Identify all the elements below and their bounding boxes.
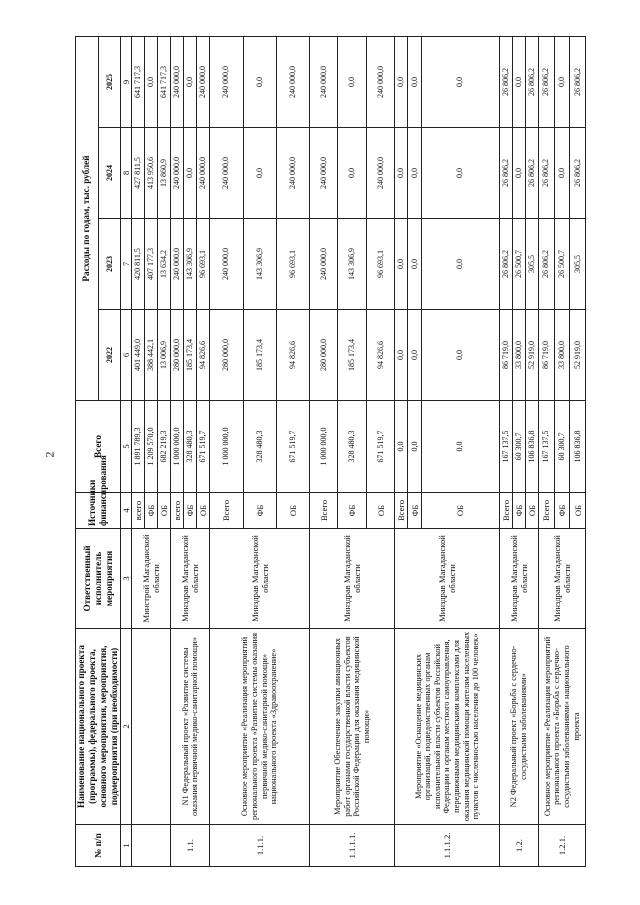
cell-total: 167 137,5 xyxy=(499,401,512,493)
cell-year-value: 0,0 xyxy=(408,37,421,128)
cell-total: 1 209 570,0 xyxy=(145,401,158,493)
cell-year-value: 240 000,0 xyxy=(210,128,243,219)
cell-source: ОБ xyxy=(421,493,499,529)
cell-number: 1.1. xyxy=(171,825,210,867)
cell-number: 1.1.1.1. xyxy=(309,825,394,867)
col-index: 5 xyxy=(121,401,132,493)
cell-source: Всего xyxy=(499,493,512,529)
cell-number: 1.2. xyxy=(499,825,538,867)
cell-year-value: 0,0 xyxy=(512,37,525,128)
cell-number xyxy=(132,825,171,867)
cell-source: ФБ xyxy=(243,493,276,529)
cell-year-value: 86 719,0 xyxy=(499,310,512,401)
cell-year-value: 240 000,0 xyxy=(366,37,394,128)
cell-year-value: 143 306,9 xyxy=(243,219,276,310)
cell-year-value: 641 717,3 xyxy=(158,37,171,128)
cell-year-value: 0,0 xyxy=(395,128,408,219)
header-no: № п/п xyxy=(76,825,121,867)
cell-total: 682 219,3 xyxy=(158,401,171,493)
table-row xyxy=(171,37,184,867)
cell-year-value: 240 000,0 xyxy=(210,37,243,128)
cell-year-value: 413 950,6 xyxy=(145,128,158,219)
cell-year-value: 13 634,2 xyxy=(158,219,171,310)
cell-number: 1.2.1. xyxy=(539,825,586,867)
cell-year-value: 26 500,7 xyxy=(554,219,570,310)
cell-year-value: 143 306,9 xyxy=(338,219,366,310)
cell-year-value: 240 000,0 xyxy=(309,128,337,219)
col-index: 3 xyxy=(121,529,132,629)
cell-year-value: 420 811,5 xyxy=(132,219,145,310)
cell-year-value: 52 919,0 xyxy=(525,310,538,401)
cell-year-value: 0,0 xyxy=(395,310,408,401)
cell-source: ФБ xyxy=(408,493,421,529)
cell-source: ФБ xyxy=(554,493,570,529)
cell-name: Мероприятие «Оснащение медицинских организаций, подведомственных органам исполнительной власти субъектов Российской Федерации и органам местного самоуправления, передвижными медицинскими комплексами для оказания медицинской помощи жителям населенных пунктов с численностью населения до 100 человек» xyxy=(395,629,499,825)
cell-year-value: 94 826,6 xyxy=(276,310,309,401)
cell-year-value: 427 811,5 xyxy=(132,128,145,219)
cell-year-value: 0,0 xyxy=(408,219,421,310)
cell-total: 671 519,7 xyxy=(197,401,210,493)
cell-year-value: 0,0 xyxy=(408,310,421,401)
header-source: Источники финансирования xyxy=(76,493,121,529)
cell-total: 0,0 xyxy=(395,401,408,493)
cell-year-value: 26 806,2 xyxy=(539,37,555,128)
header-year: 2023 xyxy=(98,219,121,310)
header-name: Наименование национального проекта (программы), федерального проекта, основного мероприятия, мероприятия, подмероприятия (при необходимости) xyxy=(76,629,121,825)
cell-year-value: 0,0 xyxy=(338,128,366,219)
col-index: 1 xyxy=(121,825,132,867)
cell-year-value: 280 000,0 xyxy=(309,310,337,401)
cell-year-value: 33 800,0 xyxy=(554,310,570,401)
cell-source: ОБ xyxy=(570,493,586,529)
col-index: 9 xyxy=(121,37,132,128)
cell-name xyxy=(132,629,171,825)
cell-name: Мероприятие Обеспечение закупки авиационных работ органами государственной власти субъектов Российской Федерации для оказания медицинской помощи» xyxy=(309,629,394,825)
cell-year-value: 26 806,2 xyxy=(570,37,586,128)
cell-year-value: 26 806,2 xyxy=(570,128,586,219)
cell-total: 1 000 000,0 xyxy=(210,401,243,493)
cell-year-value: 26 806,2 xyxy=(539,128,555,219)
cell-year-value: 185 173,4 xyxy=(184,310,197,401)
col-index: 4 xyxy=(121,493,132,529)
cell-total: 60 300,7 xyxy=(554,401,570,493)
cell-source: Всего xyxy=(309,493,337,529)
cell-total: 0,0 xyxy=(408,401,421,493)
cell-source: ФБ xyxy=(145,493,158,529)
cell-number: 1.1.1. xyxy=(210,825,310,867)
cell-total: 671 519,7 xyxy=(276,401,309,493)
cell-total: 106 836,8 xyxy=(525,401,538,493)
cell-year-value: 240 000,0 xyxy=(309,219,337,310)
header-executor: Ответственный исполнитель мероприятия xyxy=(76,529,121,629)
cell-year-value: 13 860,9 xyxy=(158,128,171,219)
cell-source: Всего xyxy=(395,493,408,529)
header-total: Всего xyxy=(76,401,121,493)
cell-name: N2 Федеральный проект «Борьба с сердечно-сосудистыми заболеваниями» xyxy=(499,629,538,825)
cell-year-value: 240 000,0 xyxy=(210,219,243,310)
cell-year-value: 0,0 xyxy=(554,128,570,219)
cell-total: 1 000 000,0 xyxy=(309,401,337,493)
cell-total: 328 480,3 xyxy=(243,401,276,493)
cell-year-value: 0,0 xyxy=(243,37,276,128)
table-body xyxy=(132,37,586,867)
cell-executor: Минздрав Магаданской области xyxy=(210,529,310,629)
cell-year-value: 305,5 xyxy=(570,219,586,310)
cell-year-value: 94 826,6 xyxy=(366,310,394,401)
cell-year-value: 0,0 xyxy=(338,37,366,128)
page-number: 2 xyxy=(42,451,57,458)
cell-total: 106 836,8 xyxy=(570,401,586,493)
cell-total: 167 137,5 xyxy=(539,401,555,493)
budget-table-sheet xyxy=(75,37,583,867)
cell-year-value: 0,0 xyxy=(184,37,197,128)
cell-name: N1 Федеральный проект «Развитие системы оказания первичной медико-санитарной помощи» xyxy=(171,629,210,825)
cell-source: ОБ xyxy=(276,493,309,529)
header-year: 2025 xyxy=(98,37,121,128)
cell-total: 328 480,3 xyxy=(184,401,197,493)
table-row xyxy=(309,37,337,867)
cell-year-value: 407 177,3 xyxy=(145,219,158,310)
cell-year-value: 240 000,0 xyxy=(197,128,210,219)
cell-year-value: 33 800,0 xyxy=(512,310,525,401)
header-year: 2024 xyxy=(98,128,121,219)
cell-year-value: 0,0 xyxy=(243,128,276,219)
cell-year-value: 96 693,1 xyxy=(197,219,210,310)
cell-year-value: 240 000,0 xyxy=(366,128,394,219)
cell-year-value: 0,0 xyxy=(395,219,408,310)
cell-year-value: 0,0 xyxy=(421,310,499,401)
cell-year-value: 280 000,0 xyxy=(171,310,184,401)
cell-year-value: 0,0 xyxy=(421,37,499,128)
cell-year-value: 26 806,2 xyxy=(499,219,512,310)
cell-total: 328 480,3 xyxy=(338,401,366,493)
cell-name: Основное мероприятие «Реализация мероприятий регионального проекта «Развитие системы оказания первичной медико-санитарной помощи» национального проекта «Здравоохранение» xyxy=(210,629,310,825)
cell-executor: Минстрой Магаданской области xyxy=(132,529,171,629)
cell-number: 1.1.1.2. xyxy=(395,825,499,867)
cell-total: 671 519,7 xyxy=(366,401,394,493)
col-index: 8 xyxy=(121,128,132,219)
budget-table xyxy=(75,36,586,867)
cell-executor: Минздрав Магаданской области xyxy=(171,529,210,629)
cell-year-value: 185 173,4 xyxy=(338,310,366,401)
cell-year-value: 0,0 xyxy=(395,37,408,128)
cell-year-value: 0,0 xyxy=(145,37,158,128)
cell-year-value: 26 806,2 xyxy=(539,219,555,310)
cell-total: 1 000 000,0 xyxy=(171,401,184,493)
cell-executor: Минздрав Магаданской области xyxy=(309,529,394,629)
cell-source: ОБ xyxy=(525,493,538,529)
cell-year-value: 240 000,0 xyxy=(171,37,184,128)
cell-year-value: 96 693,1 xyxy=(366,219,394,310)
cell-year-value: 26 806,2 xyxy=(499,128,512,219)
cell-executor: Минздрав Магаданской области xyxy=(539,529,586,629)
cell-year-value: 0,0 xyxy=(408,128,421,219)
cell-source: Всего xyxy=(210,493,243,529)
cell-year-value: 641 717,3 xyxy=(132,37,145,128)
cell-total: 60 300,7 xyxy=(512,401,525,493)
cell-source: всего xyxy=(132,493,145,529)
cell-year-value: 86 719,0 xyxy=(539,310,555,401)
cell-year-value: 26 806,2 xyxy=(499,37,512,128)
cell-total: 0,0 xyxy=(421,401,499,493)
header-year: 2022 xyxy=(98,310,121,401)
header-expenses: Расходы по годам, тыс. рублей xyxy=(76,37,99,401)
cell-year-value: 0,0 xyxy=(421,128,499,219)
cell-year-value: 0,0 xyxy=(512,128,525,219)
cell-executor: Минздрав Магаданской области xyxy=(499,529,538,629)
cell-source: ФБ xyxy=(512,493,525,529)
cell-year-value: 388 442,1 xyxy=(145,310,158,401)
cell-year-value: 401 449,0 xyxy=(132,310,145,401)
table-row xyxy=(132,37,145,867)
col-index: 7 xyxy=(121,219,132,310)
cell-year-value: 26 500,7 xyxy=(512,219,525,310)
table-row xyxy=(499,37,512,867)
cell-year-value: 240 000,0 xyxy=(276,37,309,128)
cell-source: Всего xyxy=(539,493,555,529)
cell-year-value: 0,0 xyxy=(554,37,570,128)
cell-source: ФБ xyxy=(338,493,366,529)
col-index: 2 xyxy=(121,629,132,825)
cell-year-value: 143 306,9 xyxy=(184,219,197,310)
cell-year-value: 240 000,0 xyxy=(171,219,184,310)
col-index: 6 xyxy=(121,310,132,401)
cell-year-value: 240 000,0 xyxy=(276,128,309,219)
cell-source: ОБ xyxy=(158,493,171,529)
cell-year-value: 13 006,9 xyxy=(158,310,171,401)
table-row xyxy=(539,37,555,867)
table-row xyxy=(395,37,408,867)
cell-year-value: 96 693,1 xyxy=(276,219,309,310)
cell-year-value: 185 173,4 xyxy=(243,310,276,401)
cell-total: 1 891 789,3 xyxy=(132,401,145,493)
cell-source: ФБ xyxy=(184,493,197,529)
cell-year-value: 240 000,0 xyxy=(197,37,210,128)
cell-year-value: 52 919,0 xyxy=(570,310,586,401)
cell-year-value: 240 000,0 xyxy=(309,37,337,128)
cell-year-value: 240 000,0 xyxy=(171,128,184,219)
table-row xyxy=(210,37,243,867)
cell-source: всего xyxy=(171,493,184,529)
cell-year-value: 305,5 xyxy=(525,219,538,310)
cell-year-value: 26 806,2 xyxy=(525,128,538,219)
cell-year-value: 26 806,2 xyxy=(525,37,538,128)
cell-year-value: 94 826,6 xyxy=(197,310,210,401)
cell-year-value: 0,0 xyxy=(421,219,499,310)
cell-source: ОБ xyxy=(366,493,394,529)
cell-source: ОБ xyxy=(197,493,210,529)
cell-executor: Минздрав Магаданской области xyxy=(395,529,499,629)
cell-year-value: 280 000,0 xyxy=(210,310,243,401)
cell-year-value: 0,0 xyxy=(184,128,197,219)
cell-name: Основное мероприятие «Реализация мероприятий регионального проекта «Борьба с сердечно-сосудистыми заболеваниями» национального проекта xyxy=(539,629,586,825)
